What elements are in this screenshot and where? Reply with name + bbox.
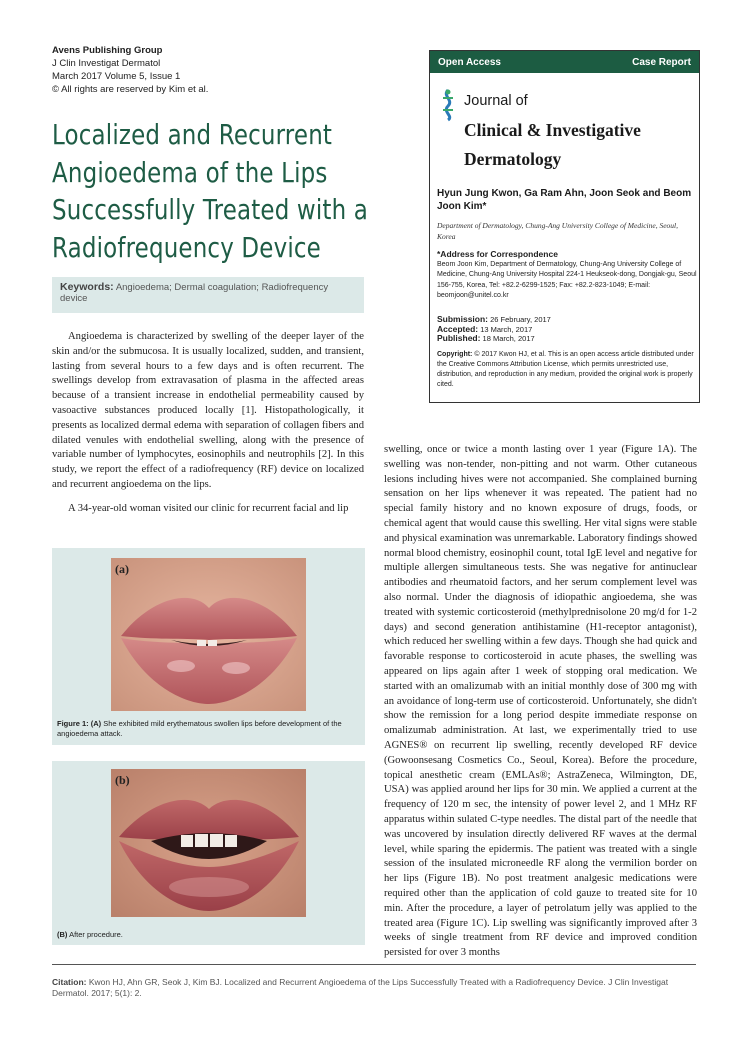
accepted-date: 13 March, 2017 <box>480 324 533 334</box>
journal-name <box>464 87 641 174</box>
keywords-text: Angioedema; Dermal coagulation; Radiofrequency device <box>60 282 329 304</box>
lips-photo-before <box>111 558 306 711</box>
lips-image <box>111 558 306 711</box>
body-paragraph: swelling, once or twice a month lasting over 1 year (Figure 1A). The swelling was non-tender, non-pitting and not warm. Other cutaneous lesions including hives were not accompanied. She complained burning sensation on her lips whenever it was repeated. The patient had no special family history and no known exposure of drugs, foods, or chemical agent that would cause this swelling. Her vital signs were stable and physical examination was unremarkable. Laboratory findings showed normal blood chemistry, eosinophil count, total IgE level and negative for multiple allergen simultaneous tests. She was negative for antinuclear antibodies and rheumatoid factors, and her serum complement level was also normal. Under the diagnosis of idiopathic angioedema, she was treated with systemic corticosteroid (methylprednisolone 20 mg/d for 1-2 days) and second generation antihistamine (H1-receptor antagonist), which reduced her swelling within a few days. Though she had quick and favorable response to corticosteroid in acute phases, the swelling was appeared on lips again after 1 week of stopping oral medication. We started with an omalizumab with an initial monthly dose of 300 mg with an avoidance of long-term use of corticosteroid. Unfortunately, she didn't show the remission for a long period despite immediate response on omalizumab administration. At last, we experimentally tried to use AGNES® on recurrent lip swelling, recently developed RF device (Gowoonsesang Cosmetics Co., Seoul, Korea). Before the procedure, topical anesthetic cream (EMLAs®; AstraZeneca, Wilmington, DE, USA) was applied around her lips for 30 min. We applied a current at the frequency of 120 m sec, the intensity of power level 2, and 1 MHz RF apparatus within sulated C-type needles. The distal part of the needle that was uncovered by insulation directly delivered RF waves at the dermal level, while sparing the epidermis. The patient was treated with a single session of the insulated microneedle RF along the vermilion border on her lips (Figure 1B). No post treatment analgesic medications were required other than the application of cold gauze to treated site for 10 min. After the procedure, a layer of petrolatum jelly was applied to the treated area (Figure 1C). Lip swelling was significantly improved after 3 weeks of single treatment from RF device and improved condition persisted for over 3 months <box>384 444 698 959</box>
submission-date: 26 February, 2017 <box>490 315 551 324</box>
published-label: Published: <box>437 333 481 343</box>
article-info-box <box>429 50 700 403</box>
correspondence-heading: *Address for Correspondence <box>437 249 558 259</box>
author-list: Hyun Jung Kwon, Ga Ram Ahn, Joon Seok and Beom Joon Kim* <box>437 188 692 212</box>
body-column-left <box>52 330 364 517</box>
access-bar <box>430 51 699 73</box>
copyright-text: © 2017 Kwon HJ, et al. This is an open access article distributed under the Creative Commons Attribution License, which permits unrestricted use, distribution, and reproduction in any medium, provided the original work is properly cited. <box>437 351 694 388</box>
title-line: Radiofrequency Device <box>52 230 321 264</box>
citation-text: Kwon HJ, Ahn GR, Seok J, Kim BJ. Localized and Recurrent Angioedema of the Lips Successfully Treated with a Radiofrequency Device. J Clin Investigat Dermatol. 2017; 5(1): 2. <box>52 977 669 998</box>
submission-label: Submission: <box>437 314 489 324</box>
journal-abbreviation: J Clin Investigat Dermatol <box>52 58 161 69</box>
correspondence-text: Beom Joon Kim, Department of Dermatology, Chung-Ang University College of Medicine, Chung-Ang University Hospital 224-1 Heukseok-dong, Dongjak-gu, Seoul 156-755, Korea, Tel: +82.2-6299-1525; Fax: +82.2-823-1049; E-mail: beomjoon@unitel.co.kr <box>437 260 697 299</box>
journal-header <box>52 44 372 96</box>
figure-label-b: (b) <box>115 773 130 787</box>
journal-logo-icon <box>438 88 458 122</box>
citation-label: Citation: <box>52 977 87 987</box>
rights-notice: © All rights are reserved by Kim et al. <box>52 84 209 95</box>
caption-text: After procedure. <box>67 930 123 939</box>
accepted-label: Accepted: <box>437 323 479 334</box>
open-access-label: Open Access <box>438 56 501 68</box>
issue-info: March 2017 Volume 5, Issue 1 <box>52 71 181 82</box>
title-line: Successfully Treated with a <box>52 193 368 226</box>
body-paragraph: Angioedema is characterized by swelling of the deeper layer of the skin and/or the submucosa. It is usually localized, sudden, and transient, lasting from several hours to a few days and is often recurrent. The swellings develop from extravasation of plasma in the affected areas because of a transient increase in endothelial permeability caused by vasoactive substances produced locally [1]. Histopathologically, it presents as localized dermal edema with separation of collagen fibers and dilated venules with endothelial swelling, along with the presence of variable number of lymphocytes, eosinophils and neutrophils [2]. In this study, we report the effect of a radiofrequency (RF) device on localized and recurrent angioedema on the lips. <box>52 331 364 490</box>
article-title <box>52 116 380 266</box>
title-line: Localized and Recurrent <box>52 118 333 151</box>
article-dates <box>437 315 697 344</box>
correspondence-address <box>437 249 697 302</box>
lips-photo-after <box>111 769 306 917</box>
copyright-notice <box>437 350 699 390</box>
body-column-right <box>384 443 697 961</box>
footer-divider <box>52 964 696 965</box>
figure-1a <box>52 548 365 745</box>
publisher-name: Avens Publishing Group <box>52 45 163 56</box>
caption-bold: Figure 1: (A) <box>57 719 102 728</box>
journal-name-line: Clinical & Investigative <box>464 120 641 140</box>
caption-text: She exhibited mild erythematous swollen lips before development of the angioedema attack. <box>57 719 342 738</box>
journal-name-line: Dermatology <box>464 149 562 169</box>
keywords-box <box>52 277 364 313</box>
copyright-label: Copyright: <box>437 351 473 358</box>
author-affiliation: Department of Dermatology, Chung-Ang University College of Medicine, Seoul, Korea <box>437 221 678 241</box>
caption-bold: (B) <box>57 930 68 939</box>
lips-image <box>111 769 306 917</box>
body-paragraph: A 34-year-old woman visited our clinic for recurrent facial and lip <box>68 502 349 514</box>
figure-1b <box>52 761 365 945</box>
published-date: 18 March, 2017 <box>482 334 535 343</box>
title-line: Angioedema of the Lips <box>52 155 328 189</box>
figure-label-a: (a) <box>115 562 129 576</box>
journal-name-line: Journal of <box>464 93 528 109</box>
citation <box>52 977 702 999</box>
keywords-label: Keywords: <box>60 281 114 293</box>
figure-caption-b <box>57 930 357 940</box>
article-type-label: Case Report <box>632 56 691 68</box>
figure-caption-a <box>57 719 357 738</box>
